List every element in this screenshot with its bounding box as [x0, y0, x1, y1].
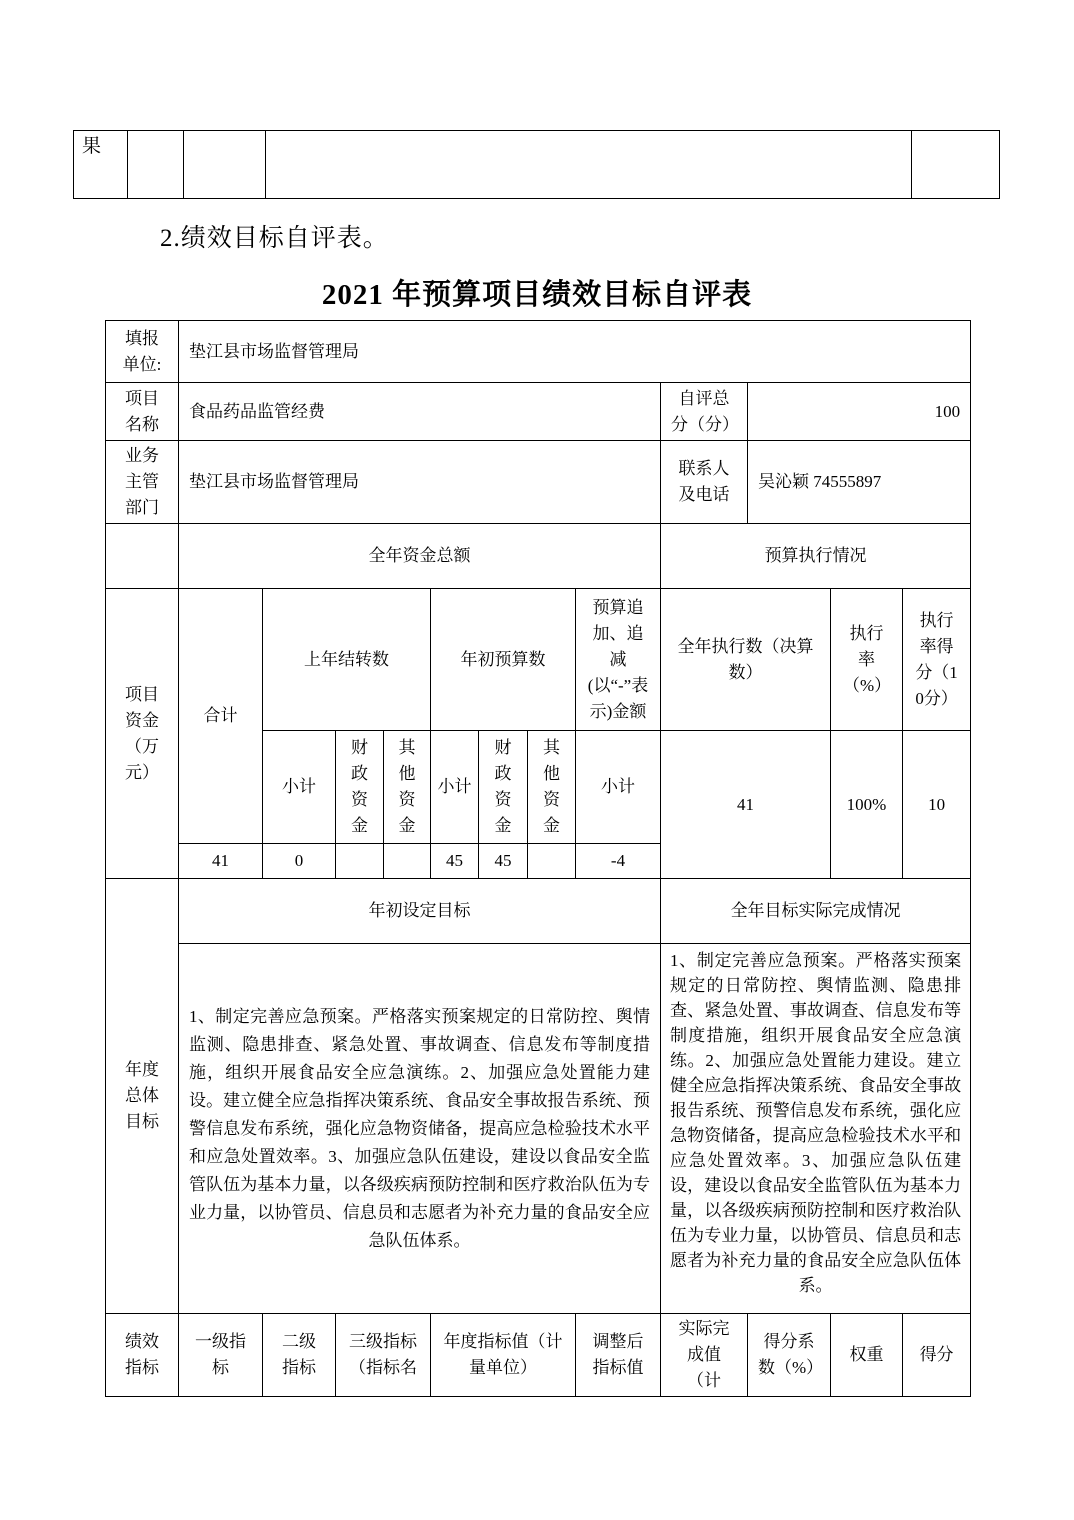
completion-header-cell: 全年目标实际完成情况: [661, 879, 971, 944]
self-score-label-cell: 自评总分（分）: [661, 383, 748, 441]
adjustment-subtotal-header-cell: 小计: [576, 731, 661, 844]
total-value-cell: 41: [179, 844, 263, 879]
weight-header-cell: 权重: [831, 1314, 903, 1397]
self-evaluation-table: [105, 320, 971, 1397]
actual-completion-header-cell: 实际完成值（计: [661, 1314, 748, 1397]
rate-score-value-cell: 10: [903, 731, 971, 879]
total-header-cell: 合计: [179, 589, 263, 844]
table-title: 2021 年预算项目绩效目标自评表: [321, 279, 753, 311]
carryover-other-header-cell: 其他资金: [384, 731, 431, 844]
project-name-label-cell: 项目名称: [106, 383, 179, 441]
project-funds-label-cell: 项目资金（万元）: [106, 589, 179, 879]
self-score-value-cell: 100: [748, 383, 971, 441]
execution-header-cell: 全年执行数（决算数）: [661, 589, 831, 731]
fragment-empty-cell: [184, 131, 266, 199]
carryover-fiscal-header-cell: 财政资金: [336, 731, 384, 844]
initial-goal-header-cell: 年初设定目标: [179, 879, 661, 944]
adjustment-value-cell: -4: [576, 844, 661, 879]
level2-indicator-header-cell: 二级指标: [263, 1314, 336, 1397]
carryover-subtotal-value-cell: 0: [263, 844, 336, 879]
rate-score-header-cell: 执行率得分（10分）: [903, 589, 971, 731]
annual-goal-label-cell: 年度总体目标: [106, 879, 179, 1314]
budget-execution-header-cell: 预算执行情况: [661, 524, 971, 589]
execution-value-cell: 41: [661, 731, 831, 879]
carryover-other-value-cell: [384, 844, 431, 879]
section-heading: 2.绩效目标自评表。: [160, 225, 389, 252]
execution-rate-header-cell: 执行率（%）: [831, 589, 903, 731]
initial-budget-header-cell: 年初预算数: [431, 589, 576, 731]
department-value-cell: 垫江县市场监督管理局: [179, 441, 661, 524]
fragment-result-cell: 果: [74, 131, 128, 199]
initial-other-header-cell: 其他资金: [528, 731, 576, 844]
fragment-empty-cell: [912, 131, 1000, 199]
score-coefficient-header-cell: 得分系数（%）: [748, 1314, 831, 1397]
unit-value-cell: 垫江县市场监督管理局: [179, 321, 971, 383]
execution-rate-value-cell: 100%: [831, 731, 903, 879]
performance-indicator-label-cell: 绩效指标: [106, 1314, 179, 1397]
initial-subtotal-header-cell: 小计: [431, 731, 479, 844]
level1-indicator-header-cell: 一级指标: [179, 1314, 263, 1397]
adjustment-header-cell: 预算追加、追减(以“-”表示)金额: [576, 589, 661, 731]
initial-fiscal-value-cell: 45: [479, 844, 528, 879]
score-header-cell: 得分: [903, 1314, 971, 1397]
annual-indicator-value-header-cell: 年度指标值（计量单位）: [431, 1314, 576, 1397]
initial-fiscal-header-cell: 财政资金: [479, 731, 528, 844]
level3-indicator-header-cell: 三级指标（指标名: [336, 1314, 431, 1397]
adjusted-indicator-header-cell: 调整后指标值: [576, 1314, 661, 1397]
previous-table-fragment: [73, 130, 1000, 199]
carryover-fiscal-value-cell: [336, 844, 384, 879]
contact-label-cell: 联系人及电话: [661, 441, 748, 524]
initial-goal-text-cell: 1、制定完善应急预案。严格落实预案规定的日常防控、舆情监测、隐患排查、紧急处置、事故调查、信息发布等制度措施，组织开展食品安全应急演练。2、加强应急处置能力建设。建立健全应急指挥决策系统、食品安全事故报告系统、预警信息发布系统，强化应急物资储备，提高应急检验技术水平和应急处置效率。3、加强应急队伍建设，建设以食品安全监管队伍为基本力量，以各级疾病预防控制和医疗救治队伍为专业力量，以协管员、信息员和志愿者为补充力量的食品安全应急队伍体系。: [179, 944, 661, 1314]
department-label-cell: 业务主管部门: [106, 441, 179, 524]
initial-subtotal-value-cell: 45: [431, 844, 479, 879]
spacer-cell: [106, 524, 179, 589]
carryover-subtotal-header-cell: 小计: [263, 731, 336, 844]
initial-other-value-cell: [528, 844, 576, 879]
carryover-header-cell: 上年结转数: [263, 589, 431, 731]
fragment-empty-cell: [128, 131, 184, 199]
fragment-empty-cell: [266, 131, 912, 199]
completion-text-cell: 1、制定完善应急预案。严格落实预案规定的日常防控、舆情监测、隐患排查、紧急处置、事故调查、信息发布等制度措施，组织开展食品安全应急演练。2、加强应急处置能力建设。建立健全应急指挥决策系统、食品安全事故报告系统、预警信息发布系统，强化应急物资储备，提高应急检验技术水平和应急处置效率。3、加强应急队伍建设，建设以食品安全监管队伍为基本力量，以各级疾病预防控制和医疗救治队伍为专业力量，以协管员、信息员和志愿者为补充力量的食品安全应急队伍体系。: [661, 944, 971, 1314]
project-name-value-cell: 食品药品监管经费: [179, 383, 661, 441]
contact-value-cell: 吴沁颖 74555897: [748, 441, 971, 524]
annual-funds-header-cell: 全年资金总额: [179, 524, 661, 589]
unit-label-cell: 填报单位:: [106, 321, 179, 383]
